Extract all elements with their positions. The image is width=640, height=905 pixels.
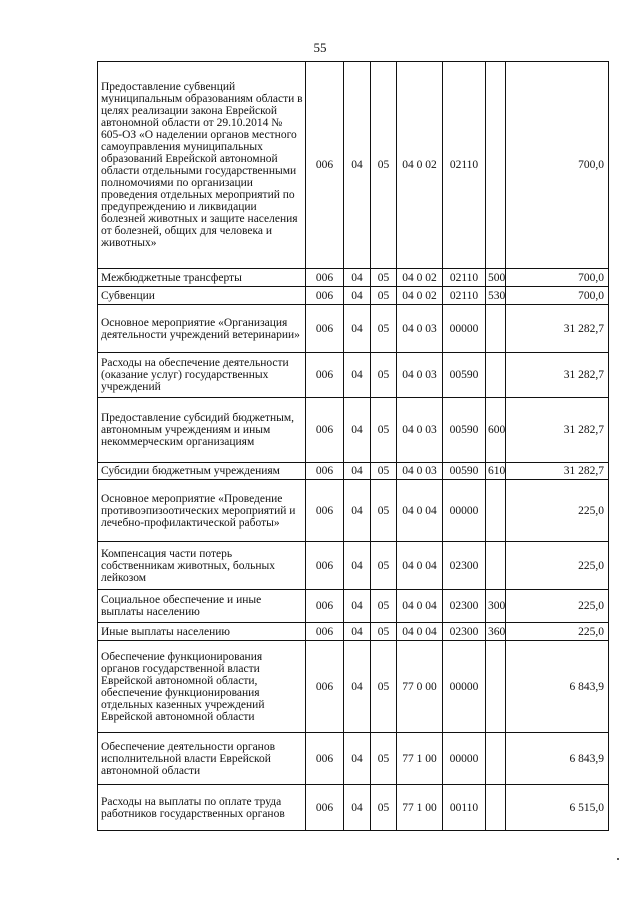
table-cell-name: Предоставление субвенций муниципальным образованиям области в целях реализации закона Еврейской автономной области от 29.10.2014 № 605-ОЗ «О наделении органов местного самоуправления муниципальных образований Еврейской автономной области отдельными государственными полномочиями по организации проведения отдельных мероприятий по предупреждению и ликвидации болезней животных и защите населения от болезней, общих для человека и животных»	[98, 62, 306, 269]
table-cell-pr: 05	[371, 353, 397, 398]
table-cell-expense-type	[486, 480, 506, 542]
table-cell-expense-type: 530	[486, 287, 506, 305]
table-row	[98, 269, 609, 287]
table-cell-sum: 225,0	[506, 480, 609, 542]
table-cell-ved: 006	[306, 590, 344, 623]
table-cell-name: Субсидии бюджетным учреждениям	[98, 463, 306, 480]
table-cell-expense-type: 500	[486, 269, 506, 287]
scan-speck	[617, 858, 619, 860]
table-cell-direction: 00590	[443, 353, 486, 398]
table-cell-direction: 00000	[443, 733, 486, 785]
table-cell-name: Межбюджетные трансферты	[98, 269, 306, 287]
table-cell-program: 04 0 03	[397, 398, 443, 463]
table-cell-program: 04 0 04	[397, 590, 443, 623]
table-cell-ved: 006	[306, 398, 344, 463]
table-row	[98, 463, 609, 480]
table-cell-direction: 00000	[443, 305, 486, 353]
table-cell-ved: 006	[306, 733, 344, 785]
table-cell-program: 04 0 02	[397, 62, 443, 269]
table-cell-program: 77 0 00	[397, 641, 443, 733]
table-cell-rz: 04	[344, 542, 371, 590]
table-cell-sum: 6 515,0	[506, 785, 609, 831]
table-cell-program: 04 0 03	[397, 305, 443, 353]
table-cell-pr: 05	[371, 398, 397, 463]
table-cell-pr: 05	[371, 641, 397, 733]
table-cell-sum: 700,0	[506, 62, 609, 269]
table-cell-direction: 02300	[443, 542, 486, 590]
table-cell-rz: 04	[344, 785, 371, 831]
table-cell-name: Предоставление субсидий бюджетным, автономным учреждениям и иным некоммерческим организациям	[98, 398, 306, 463]
table-cell-ved: 006	[306, 269, 344, 287]
table-row	[98, 733, 609, 785]
table-cell-expense-type	[486, 62, 506, 269]
budget-table	[97, 61, 609, 831]
table-cell-name: Основное мероприятие «Организация деятельности учреждений ветеринарии»	[98, 305, 306, 353]
table-cell-sum: 31 282,7	[506, 398, 609, 463]
table-cell-pr: 05	[371, 269, 397, 287]
table-cell-rz: 04	[344, 590, 371, 623]
table-row	[98, 480, 609, 542]
table-row	[98, 542, 609, 590]
table-cell-sum: 31 282,7	[506, 463, 609, 480]
table-cell-expense-type	[486, 733, 506, 785]
table-cell-sum: 700,0	[506, 269, 609, 287]
table-cell-expense-type: 300	[486, 590, 506, 623]
table-cell-rz: 04	[344, 287, 371, 305]
table-cell-sum: 225,0	[506, 542, 609, 590]
table-cell-pr: 05	[371, 542, 397, 590]
table-cell-expense-type: 600	[486, 398, 506, 463]
table-cell-expense-type: 360	[486, 623, 506, 641]
table-cell-sum: 225,0	[506, 623, 609, 641]
table-cell-ved: 006	[306, 542, 344, 590]
table-cell-ved: 006	[306, 305, 344, 353]
table-cell-name: Расходы на обеспечение деятельности (оказание услуг) государственных учреждений	[98, 353, 306, 398]
table-cell-ved: 006	[306, 353, 344, 398]
table-cell-expense-type	[486, 305, 506, 353]
table-cell-ved: 006	[306, 623, 344, 641]
table-cell-program: 04 0 04	[397, 542, 443, 590]
table-cell-name: Социальное обеспечение и иные выплаты населению	[98, 590, 306, 623]
table-cell-pr: 05	[371, 62, 397, 269]
table-cell-name: Обеспечение функционирования органов государственной власти Еврейской автономной области, обеспечение функционирования отдельных казенных учреждений Еврейской автономной области	[98, 641, 306, 733]
table-cell-pr: 05	[371, 480, 397, 542]
table-cell-direction: 02110	[443, 269, 486, 287]
table-cell-ved: 006	[306, 641, 344, 733]
table-cell-name: Иные выплаты населению	[98, 623, 306, 641]
table-cell-name: Основное мероприятие «Проведение противоэпизоотических мероприятий и лечебно-профилактической работы»	[98, 480, 306, 542]
table-row	[98, 353, 609, 398]
table-cell-ved: 006	[306, 785, 344, 831]
table-row	[98, 785, 609, 831]
table-row	[98, 305, 609, 353]
table-cell-sum: 6 843,9	[506, 733, 609, 785]
table-cell-ved: 006	[306, 287, 344, 305]
table-cell-sum: 31 282,7	[506, 305, 609, 353]
table-cell-program: 04 0 03	[397, 353, 443, 398]
table-cell-pr: 05	[371, 463, 397, 480]
table-cell-program: 04 0 02	[397, 287, 443, 305]
table-cell-program: 04 0 03	[397, 463, 443, 480]
table-cell-rz: 04	[344, 62, 371, 269]
table-cell-sum: 31 282,7	[506, 353, 609, 398]
table-cell-direction: 00590	[443, 463, 486, 480]
table-cell-sum: 700,0	[506, 287, 609, 305]
table-cell-rz: 04	[344, 269, 371, 287]
table-cell-name: Компенсация части потерь собственникам животных, больных лейкозом	[98, 542, 306, 590]
table-row	[98, 62, 609, 269]
page-number: 55	[313, 40, 327, 55]
table-cell-rz: 04	[344, 398, 371, 463]
table-cell-expense-type	[486, 641, 506, 733]
table-cell-name: Субвенции	[98, 287, 306, 305]
table-cell-direction: 00000	[443, 480, 486, 542]
table-cell-ved: 006	[306, 480, 344, 542]
table-cell-rz: 04	[344, 733, 371, 785]
table-cell-pr: 05	[371, 623, 397, 641]
table-row	[98, 398, 609, 463]
table-cell-name: Обеспечение деятельности органов исполнительной власти Еврейской автономной области	[98, 733, 306, 785]
table-cell-direction: 02300	[443, 623, 486, 641]
budget-table-body	[98, 62, 609, 831]
table-row	[98, 287, 609, 305]
table-cell-pr: 05	[371, 590, 397, 623]
table-row	[98, 590, 609, 623]
table-cell-direction: 02300	[443, 590, 486, 623]
table-row	[98, 641, 609, 733]
table-cell-rz: 04	[344, 480, 371, 542]
table-cell-direction: 00590	[443, 398, 486, 463]
table-cell-pr: 05	[371, 785, 397, 831]
table-cell-program: 04 0 04	[397, 480, 443, 542]
table-cell-ved: 006	[306, 62, 344, 269]
table-cell-program: 04 0 04	[397, 623, 443, 641]
table-cell-direction: 02110	[443, 287, 486, 305]
table-cell-name: Расходы на выплаты по оплате труда работников государственных органов	[98, 785, 306, 831]
table-cell-direction: 00110	[443, 785, 486, 831]
table-cell-expense-type	[486, 353, 506, 398]
table-cell-rz: 04	[344, 463, 371, 480]
table-row	[98, 623, 609, 641]
table-cell-rz: 04	[344, 623, 371, 641]
table-cell-direction: 02110	[443, 62, 486, 269]
table-cell-program: 77 1 00	[397, 733, 443, 785]
table-cell-pr: 05	[371, 733, 397, 785]
table-cell-pr: 05	[371, 287, 397, 305]
table-cell-program: 04 0 02	[397, 269, 443, 287]
table-cell-rz: 04	[344, 641, 371, 733]
table-cell-ved: 006	[306, 463, 344, 480]
table-cell-expense-type	[486, 542, 506, 590]
table-cell-direction: 00000	[443, 641, 486, 733]
table-cell-pr: 05	[371, 305, 397, 353]
table-cell-rz: 04	[344, 305, 371, 353]
table-cell-sum: 225,0	[506, 590, 609, 623]
table-cell-sum: 6 843,9	[506, 641, 609, 733]
table-cell-program: 77 1 00	[397, 785, 443, 831]
table-cell-expense-type	[486, 785, 506, 831]
table-cell-expense-type: 610	[486, 463, 506, 480]
table-cell-rz: 04	[344, 353, 371, 398]
